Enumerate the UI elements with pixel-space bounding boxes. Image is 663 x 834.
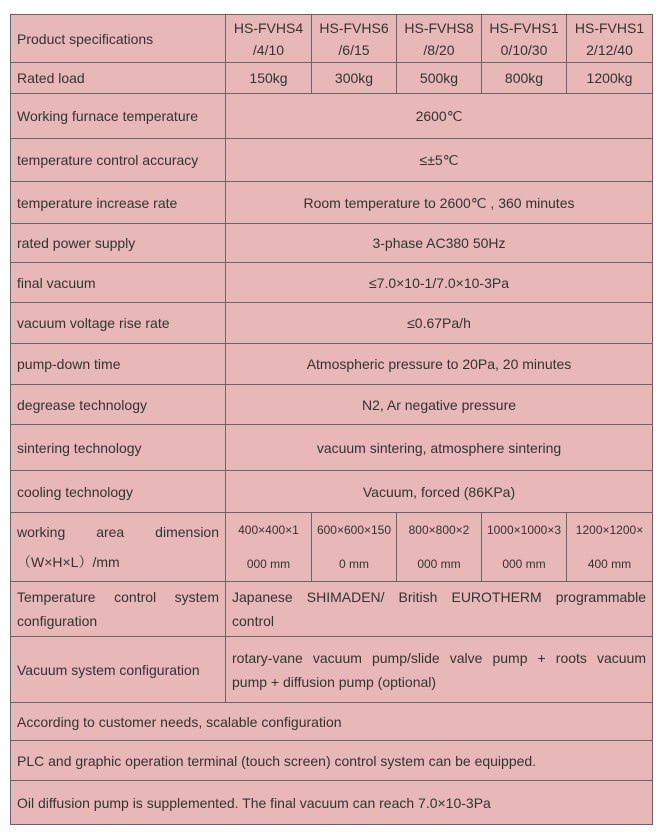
note-row — [11, 703, 653, 741]
note-text: Oil diffusion pump is supplemented. The final vacuum can reach 7.0×10-3Pa — [11, 781, 653, 825]
table-row — [11, 513, 653, 582]
spec-table — [10, 14, 653, 825]
note-text: PLC and graphic operation terminal (touch screen) control system can be equipped. — [11, 741, 653, 781]
load-value: 150kg — [226, 63, 312, 94]
table-row — [11, 471, 653, 513]
row-value: ≤7.0×10-1/7.0×10-3Pa — [226, 263, 653, 303]
table-row — [11, 139, 653, 182]
dimension-value: 400×400×1 000 mm — [226, 513, 312, 582]
table-row — [11, 303, 653, 344]
row-label: cooling technology — [11, 471, 226, 513]
row-label: working area dimension （W×H×L）/mm — [11, 513, 226, 582]
row-value: vacuum sintering, atmosphere sintering — [226, 425, 653, 471]
table-row — [11, 425, 653, 471]
row-label: sintering technology — [11, 425, 226, 471]
load-value: 300kg — [312, 63, 397, 94]
dimension-value: 1200×1200× 400 mm — [567, 513, 653, 582]
dimension-value: 1000×1000×3 000 mm — [482, 513, 567, 582]
header-label: Product specifications — [11, 15, 226, 63]
row-value: Room temperature to 2600℃ , 360 minutes — [226, 182, 653, 224]
row-value: 2600℃ — [226, 94, 653, 139]
note-row — [11, 781, 653, 825]
row-label: final vacuum — [11, 263, 226, 303]
dimension-value: 800×800×2 000 mm — [397, 513, 482, 582]
note-text: According to customer needs, scalable configuration — [11, 703, 653, 741]
row-label: pump-down time — [11, 344, 226, 385]
row-label: degrease technology — [11, 385, 226, 425]
row-label: temperature increase rate — [11, 182, 226, 224]
table-row — [11, 63, 653, 94]
table-row — [11, 582, 653, 637]
load-value: 500kg — [397, 63, 482, 94]
note-row — [11, 741, 653, 781]
table-row — [11, 344, 653, 385]
header-row — [11, 15, 653, 63]
dimension-value: 600×600×150 0 mm — [312, 513, 397, 582]
model-cell: HS-FVHS1 0/10/30 — [482, 15, 567, 63]
row-value: ≤±5℃ — [226, 139, 653, 182]
row-value: ≤0.67Pa/h — [226, 303, 653, 344]
row-label: temperature control accuracy — [11, 139, 226, 182]
table-row — [11, 263, 653, 303]
row-value: Vacuum, forced (86KPa) — [226, 471, 653, 513]
row-value: 3-phase AC380 50Hz — [226, 224, 653, 263]
row-label: Vacuum system configuration — [11, 637, 226, 703]
model-cell: HS-FVHS6 /6/15 — [312, 15, 397, 63]
load-value: 1200kg — [567, 63, 653, 94]
load-value: 800kg — [482, 63, 567, 94]
row-value: N2, Ar negative pressure — [226, 385, 653, 425]
table-row — [11, 385, 653, 425]
model-cell: HS-FVHS8 /8/20 — [397, 15, 482, 63]
table-row — [11, 637, 653, 703]
table-row — [11, 182, 653, 224]
model-cell: HS-FVHS4 /4/10 — [226, 15, 312, 63]
row-label: vacuum voltage rise rate — [11, 303, 226, 344]
row-value: Japanese SHIMADEN/ British EUROTHERM programmable control — [226, 582, 653, 637]
row-value: Atmospheric pressure to 20Pa, 20 minutes — [226, 344, 653, 385]
row-label: Working furnace temperature — [11, 94, 226, 139]
table-row — [11, 94, 653, 139]
table-row — [11, 224, 653, 263]
row-label: Temperature control system configuration — [11, 582, 226, 637]
model-cell: HS-FVHS1 2/12/40 — [567, 15, 653, 63]
row-value: rotary-vane vacuum pump/slide valve pump + roots vacuum pump + diffusion pump (optional) — [226, 637, 653, 703]
row-label: rated power supply — [11, 224, 226, 263]
row-label: Rated load — [11, 63, 226, 94]
